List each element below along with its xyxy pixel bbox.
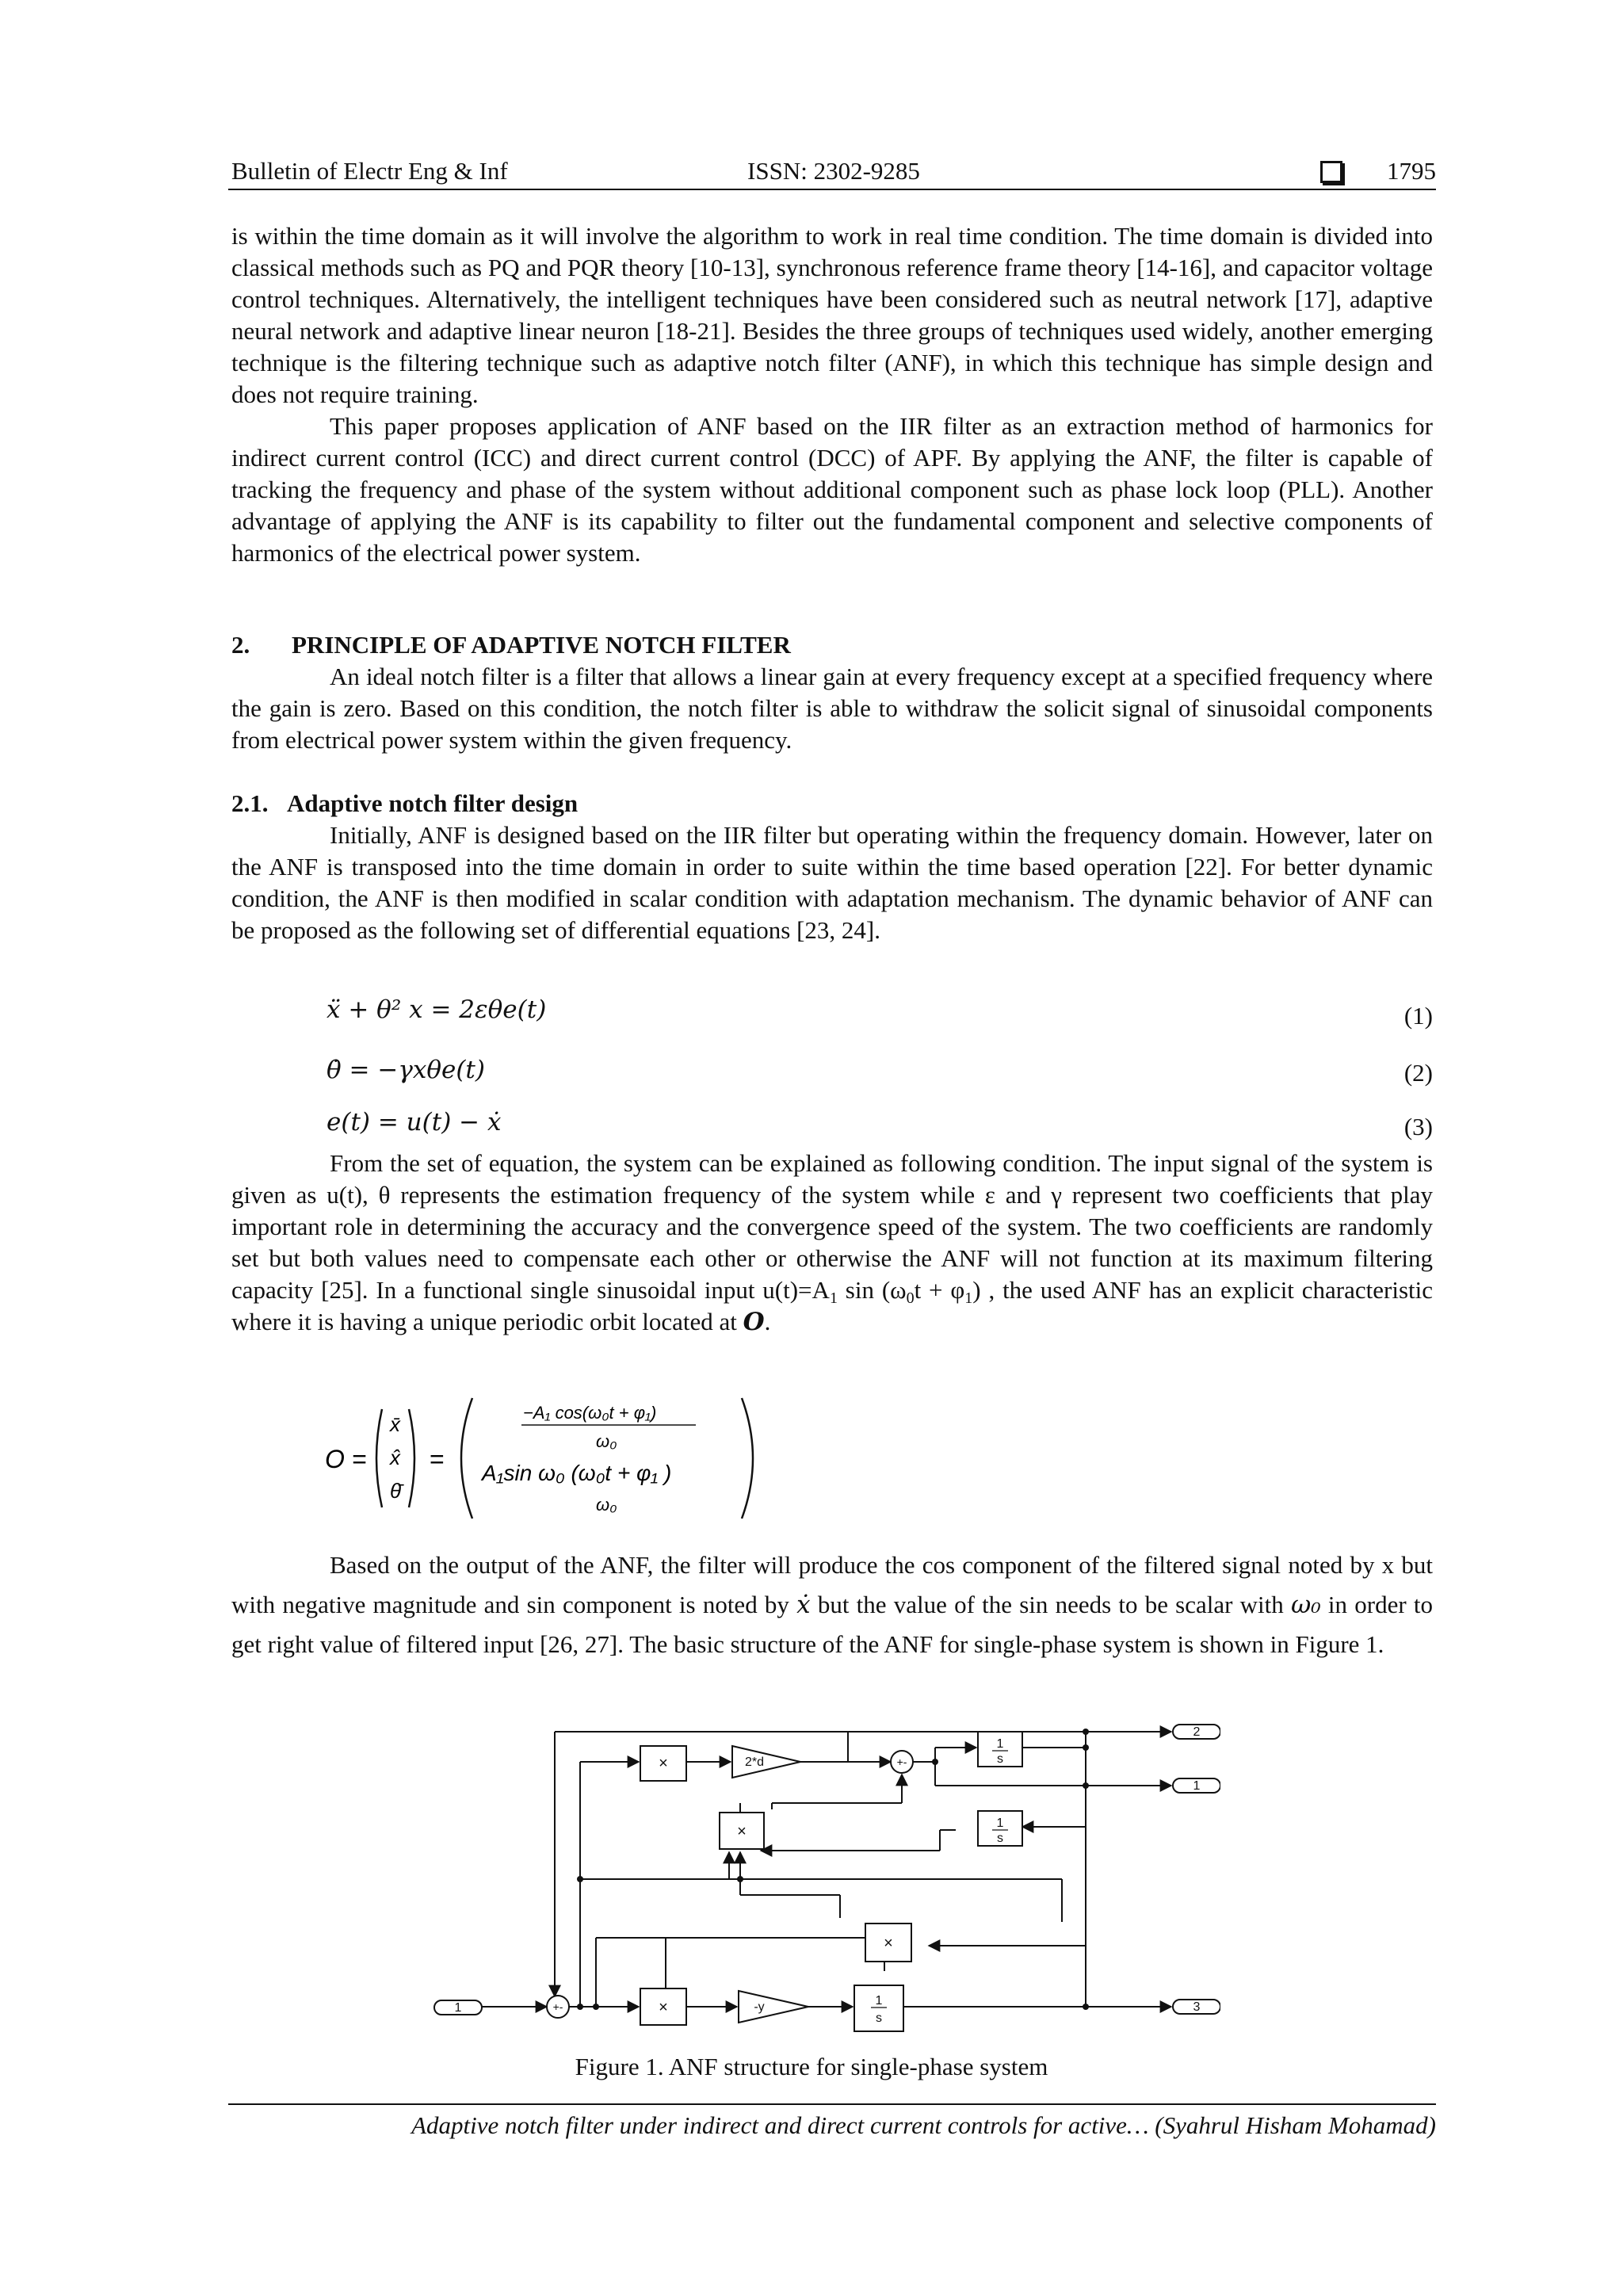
paragraph: An ideal notch filter is a filter that allows a linear gain at every frequency except at a specified frequency where the gain is zero. Based on this condition, the notch filter is able to withdraw the solicit signal of sinusoidal components from electrical power system within the given frequency.	[231, 663, 1433, 754]
input-port-label: 1	[454, 2001, 462, 2015]
anf-block-diagram	[428, 1724, 1220, 2041]
paragraph: This paper proposes application of ANF based on the IIR filter as an extraction method of harmonics for indirect current control (ICC) and direct current control (DCC) of APF. By applying the ANF, the filter is capable of tracking the frequency and phase of the system without additional component such as phase lock loop (PLL). Another advantage of applying the ANF is its capability to filter out the fundamental component and selective components of harmonics of the electrical power system.	[231, 412, 1433, 567]
vec-entry: x̄	[390, 1412, 400, 1436]
journal-name: Bulletin of Electr Eng & Inf	[231, 157, 508, 185]
subsection-heading	[231, 788, 578, 819]
output-port-label: 2	[1193, 1725, 1201, 1739]
equation-number: (3)	[1403, 1113, 1433, 1140]
integrator-numerator: 1	[996, 1737, 1004, 1751]
integrator-numerator: 1	[875, 1994, 883, 2008]
paragraph: From the set of equation, the system can be explained as following condition. The input signal of the system is given as u(t), θ represents the estimation frequency of the system while ε and γ represent two coefficients that play important role in determining the accuracy and the convergence speed of the system. The two coefficients are randomly set but both values need to compensate each other or otherwise the ANF will not function at its maximum filtering capacity [25]. In a functional single sinusoidal input $u(t)=A_1$ $\sin (\omega_0t + \varphi_1)$ , the used ANF has an explicit characteristic where it is having a unique periodic orbit located at O.	[231, 1149, 1433, 1336]
orbit-symbol: O	[743, 1308, 765, 1336]
multiplier-symbol: ×	[659, 1755, 668, 1772]
integrator-denominator: s	[997, 1832, 1003, 1845]
section-title: PRINCIPLE OF ADAPTIVE NOTCH FILTER	[292, 631, 791, 659]
multiplier-symbol: ×	[737, 1823, 747, 1840]
big-right-paren	[742, 1398, 753, 1519]
section-number: 2.	[231, 631, 250, 659]
section-heading	[231, 629, 791, 661]
section-21-text	[231, 819, 1433, 946]
output-text	[231, 1545, 1433, 1664]
xdot-symbol: ẋ	[796, 1591, 811, 1619]
equation-1: ẍ + θ² x = 2εθe(t)	[327, 995, 547, 1024]
gain-block	[739, 1991, 808, 2023]
gain-block	[732, 1746, 800, 1778]
page-header	[231, 155, 1436, 190]
gain-label: -y	[754, 2000, 765, 2014]
figure-caption: Figure 1. ANF structure for single-phase system	[575, 2053, 1048, 2080]
orbit-equation	[317, 1395, 761, 1522]
orbit-lhs: O =	[325, 1445, 367, 1473]
omega0-symbol: ω₀	[1291, 1591, 1321, 1619]
header-rule	[228, 189, 1436, 190]
paragraph: Initially, ANF is designed based on the IIR filter but operating within the frequency domain. However, later on the ANF is transposed into the time domain in order to suite within the time based operation [22]. For better dynamic condition, the ANF is then modified in scalar condition with adaptation mechanism. The dynamic behavior of ANF can be proposed as the following set of differential equations [23, 24].	[231, 821, 1433, 944]
big-left-paren	[461, 1398, 472, 1519]
output-port-label: 1	[1193, 1779, 1201, 1793]
vec-entry: θ̄	[390, 1479, 402, 1503]
output-port-label: 3	[1193, 2000, 1201, 2014]
left-paren	[376, 1409, 382, 1507]
sum-signs: +-	[896, 1755, 907, 1768]
row1-numerator: −A₁ cos(ω₀t + φ₁)	[523, 1403, 657, 1423]
row1-denominator: ω₀	[596, 1431, 617, 1451]
integrator-numerator: 1	[996, 1817, 1004, 1830]
row2-numerator: A₁sin ω₀ (ω₀t + φ₁ )	[482, 1461, 672, 1485]
integrator-denominator: s	[997, 1752, 1003, 1766]
integrator-denominator: s	[876, 2011, 882, 2025]
subsection-number: 2.1.	[231, 789, 269, 817]
paragraph: is within the time domain as it will involve the algorithm to work in real time condition. The time domain is divided into classical methods such as PQ and PQR theory [10-13], synchronous reference frame theory [14-16], and capacitor voltage control techniques. Alternatively, the intelligent techniques have been considered such as neutral network [17], adaptive neural network and adaptive linear neuron [18-21]. Besides the three groups of techniques used widely, another emerging technique is the filtering technique such as adaptive notch filter (ANF), in which this technique has simple design and does not require training.	[231, 222, 1433, 408]
right-paren	[409, 1409, 414, 1507]
page-number: 1795	[1387, 157, 1436, 185]
equation-number: (1)	[1403, 1002, 1433, 1030]
paragraph: Based on the output of the ANF, the filter will produce the cos component of the filtered signal noted by x but with negative magnitude and sin component is noted by ẋ but the value of the sin needs to be scalar with ω₀ in order to get right value of filtered input [26, 27]. The basic structure of the ANF for single-phase system is shown in Figure 1.	[231, 1551, 1433, 1658]
subsection-title: Adaptive notch filter design	[287, 789, 579, 817]
svg-text:=: =	[430, 1445, 445, 1473]
multiplier-symbol: ×	[659, 1999, 668, 2016]
issn: ISSN: 2302-9285	[747, 157, 920, 185]
running-footer: Adaptive notch filter under indirect and direct current controls for active… (Syahrul Hisham Mohamad)	[411, 2111, 1436, 2139]
multiplier-symbol: ×	[884, 1935, 893, 1952]
section-2-text	[231, 661, 1433, 756]
checkbox-icon	[1320, 161, 1342, 183]
gain-label: 2*d	[744, 1755, 765, 1769]
equation-number: (2)	[1403, 1059, 1433, 1087]
vec-entry: x̂	[390, 1446, 400, 1469]
sum-signs: +-	[552, 2000, 563, 2013]
explanation-text	[231, 1148, 1433, 1338]
page-number-group	[1320, 155, 1436, 187]
row2-denominator: ω₀	[596, 1495, 617, 1515]
footer-rule	[228, 2103, 1436, 2105]
equation-3: e(t) = u(t) − ẋ	[327, 1108, 502, 1137]
equation-2: θ̇ = −γxθe(t)	[327, 1056, 485, 1084]
intro-text	[231, 220, 1433, 569]
